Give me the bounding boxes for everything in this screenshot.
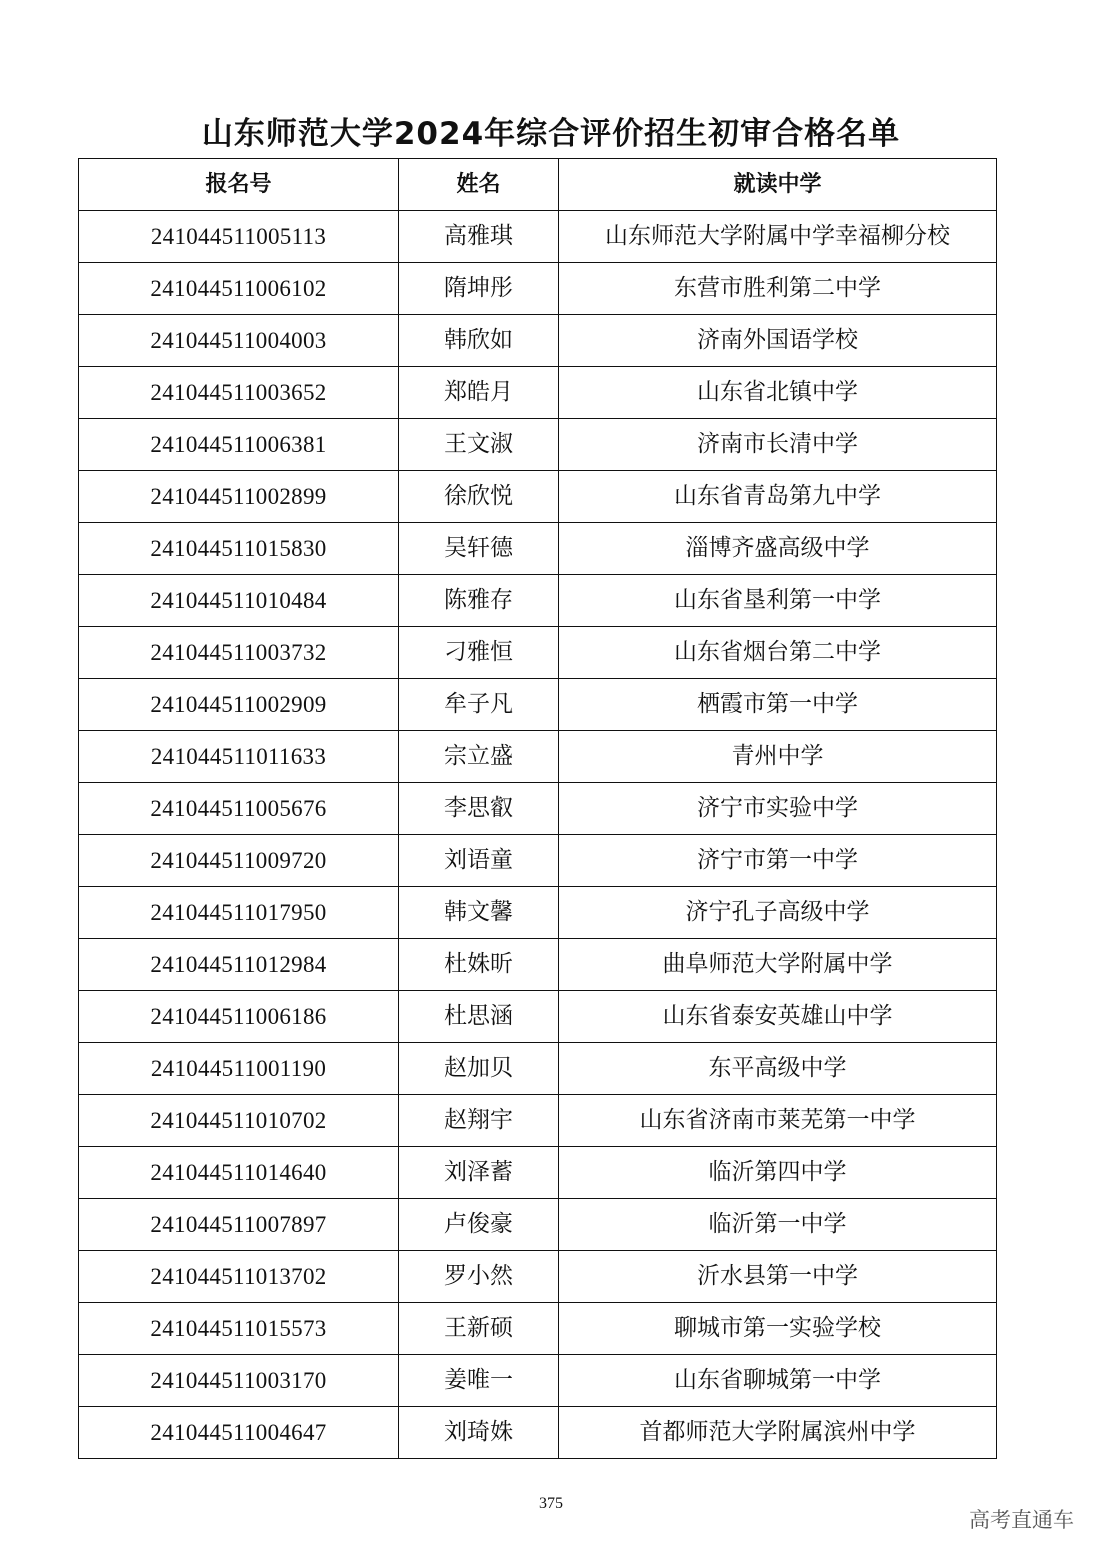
table-row: [79, 939, 997, 991]
school-cell: 临沂第四中学: [559, 1147, 997, 1199]
registration-number-cell: 241044511006102: [79, 263, 399, 315]
registration-number-cell: 241044511010702: [79, 1095, 399, 1147]
table-row: [79, 679, 997, 731]
student-name-cell: 牟子凡: [399, 679, 559, 731]
table-row: [79, 419, 997, 471]
school-cell: 栖霞市第一中学: [559, 679, 997, 731]
registration-number-cell: 241044511006381: [79, 419, 399, 471]
table-row: [79, 315, 997, 367]
school-cell: 山东省泰安英雄山中学: [559, 991, 997, 1043]
table-row: [79, 471, 997, 523]
school-cell: 山东省济南市莱芜第一中学: [559, 1095, 997, 1147]
student-name-cell: 姜唯一: [399, 1355, 559, 1407]
school-cell: 山东省聊城第一中学: [559, 1355, 997, 1407]
school-cell: 临沂第一中学: [559, 1199, 997, 1251]
school-cell: 东营市胜利第二中学: [559, 263, 997, 315]
student-name-cell: 王文淑: [399, 419, 559, 471]
school-cell: 青州中学: [559, 731, 997, 783]
table-row: [79, 1147, 997, 1199]
student-name-cell: 杜思涵: [399, 991, 559, 1043]
table-row: [79, 263, 997, 315]
table-row: [79, 887, 997, 939]
registration-number-cell: 241044511003170: [79, 1355, 399, 1407]
school-cell: 山东省青岛第九中学: [559, 471, 997, 523]
table-row: [79, 1043, 997, 1095]
registration-number-cell: 241044511005113: [79, 211, 399, 263]
header-school: 就读中学: [559, 159, 997, 211]
registration-number-cell: 241044511012984: [79, 939, 399, 991]
school-cell: 济南外国语学校: [559, 315, 997, 367]
table-row: [79, 523, 997, 575]
registration-number-cell: 241044511002909: [79, 679, 399, 731]
student-name-cell: 赵翔宇: [399, 1095, 559, 1147]
table-row: [79, 991, 997, 1043]
student-name-cell: 郑皓月: [399, 367, 559, 419]
registration-number-cell: 241044511003732: [79, 627, 399, 679]
student-name-cell: 刘琦姝: [399, 1407, 559, 1459]
student-name-cell: 赵加贝: [399, 1043, 559, 1095]
table-row: [79, 1303, 997, 1355]
registration-number-cell: 241044511013702: [79, 1251, 399, 1303]
school-cell: 山东省烟台第二中学: [559, 627, 997, 679]
school-cell: 济宁市实验中学: [559, 783, 997, 835]
registration-number-cell: 241044511009720: [79, 835, 399, 887]
student-name-cell: 吴轩德: [399, 523, 559, 575]
page-number: 375: [539, 1495, 563, 1512]
table-row: [79, 627, 997, 679]
registration-number-cell: 241044511001190: [79, 1043, 399, 1095]
table-header-row: [79, 159, 997, 211]
table-row: [79, 1251, 997, 1303]
student-name-cell: 陈雅存: [399, 575, 559, 627]
student-name-cell: 隋坤彤: [399, 263, 559, 315]
registration-number-cell: 241044511011633: [79, 731, 399, 783]
table-row: [79, 1355, 997, 1407]
school-cell: 济宁孔子高级中学: [559, 887, 997, 939]
registration-number-cell: 241044511007897: [79, 1199, 399, 1251]
student-name-cell: 韩欣如: [399, 315, 559, 367]
school-cell: 淄博齐盛高级中学: [559, 523, 997, 575]
watermark-text: 高考直通车: [969, 1508, 1074, 1532]
registration-number-cell: 241044511004003: [79, 315, 399, 367]
student-name-cell: 刘语童: [399, 835, 559, 887]
school-cell: 曲阜师范大学附属中学: [559, 939, 997, 991]
school-cell: 聊城市第一实验学校: [559, 1303, 997, 1355]
registration-number-cell: 241044511006186: [79, 991, 399, 1043]
table-row: [79, 575, 997, 627]
header-name: 姓名: [399, 159, 559, 211]
student-name-cell: 徐欣悦: [399, 471, 559, 523]
registration-number-cell: 241044511004647: [79, 1407, 399, 1459]
student-name-cell: 罗小然: [399, 1251, 559, 1303]
school-cell: 山东师范大学附属中学幸福柳分校: [559, 211, 997, 263]
registration-number-cell: 241044511010484: [79, 575, 399, 627]
table-row: [79, 731, 997, 783]
registration-number-cell: 241044511005676: [79, 783, 399, 835]
page-title: 山东师范大学2024年综合评价招生初审合格名单: [201, 116, 901, 152]
table-row: [79, 211, 997, 263]
student-name-cell: 韩文馨: [399, 887, 559, 939]
table-row: [79, 1407, 997, 1459]
registration-number-cell: 241044511014640: [79, 1147, 399, 1199]
school-cell: 山东省北镇中学: [559, 367, 997, 419]
student-name-cell: 宗立盛: [399, 731, 559, 783]
header-registration-number: 报名号: [79, 159, 399, 211]
school-cell: 首都师范大学附属滨州中学: [559, 1407, 997, 1459]
student-name-cell: 王新硕: [399, 1303, 559, 1355]
school-cell: 山东省垦利第一中学: [559, 575, 997, 627]
table-row: [79, 367, 997, 419]
school-cell: 沂水县第一中学: [559, 1251, 997, 1303]
registration-number-cell: 241044511015830: [79, 523, 399, 575]
student-name-cell: 刘泽蓄: [399, 1147, 559, 1199]
registration-number-cell: 241044511017950: [79, 887, 399, 939]
table-row: [79, 1199, 997, 1251]
student-name-cell: 杜姝昕: [399, 939, 559, 991]
registration-number-cell: 241044511015573: [79, 1303, 399, 1355]
registration-number-cell: 241044511002899: [79, 471, 399, 523]
table-row: [79, 835, 997, 887]
registration-number-cell: 241044511003652: [79, 367, 399, 419]
table-row: [79, 1095, 997, 1147]
school-cell: 东平高级中学: [559, 1043, 997, 1095]
student-name-cell: 高雅琪: [399, 211, 559, 263]
student-name-cell: 李思叡: [399, 783, 559, 835]
student-name-cell: 刁雅恒: [399, 627, 559, 679]
school-cell: 济南市长清中学: [559, 419, 997, 471]
table-row: [79, 783, 997, 835]
student-name-cell: 卢俊豪: [399, 1199, 559, 1251]
admission-list-table: [78, 158, 997, 1459]
school-cell: 济宁市第一中学: [559, 835, 997, 887]
